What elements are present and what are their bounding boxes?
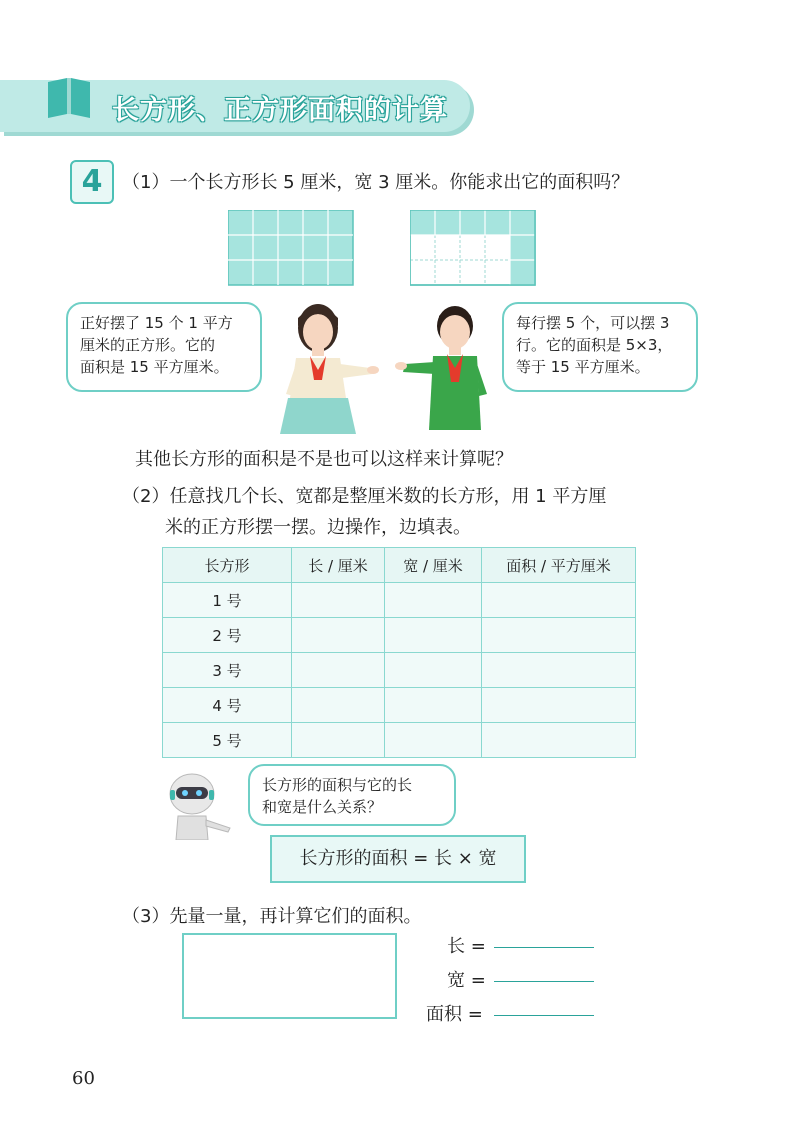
table-row xyxy=(163,653,636,688)
row-label: 2 号 xyxy=(163,618,292,653)
measure-rectangle xyxy=(182,933,397,1019)
bubble-line: 长方形的面积与它的长 xyxy=(262,776,413,794)
row-label: 4 号 xyxy=(163,688,292,723)
page-title: 长方形、正方形面积的计算 xyxy=(112,95,448,126)
partial-grid xyxy=(410,210,536,290)
bubble-line: 等于 15 平方厘米。 xyxy=(516,358,650,376)
blank-cell[interactable] xyxy=(385,688,482,723)
robot-illustration xyxy=(160,770,240,840)
blank-cell[interactable] xyxy=(385,723,482,758)
blank-cell[interactable] xyxy=(482,583,636,618)
part2-line2: 米的正方形摆一摆。边操作，边填表。 xyxy=(165,517,471,538)
area-formula: 长方形的面积 = 长 × 宽 xyxy=(270,835,526,883)
full-grid-svg xyxy=(228,210,354,286)
row-label: 3 号 xyxy=(163,653,292,688)
book-icon xyxy=(46,74,92,118)
fill-in-table xyxy=(162,547,636,758)
row-label: 1 号 xyxy=(163,583,292,618)
part3-text: （3）先量一量，再计算它们的面积。 xyxy=(122,906,422,927)
header-cell: 面积 / 平方厘米 xyxy=(482,548,636,583)
robot-speech-bubble xyxy=(248,764,456,826)
blank-cell[interactable] xyxy=(482,618,636,653)
bubble-line: 行。它的面积是 5×3， xyxy=(516,336,673,354)
bubble-line: 和宽是什么关系？ xyxy=(262,798,383,816)
problem-number: 4 xyxy=(70,160,114,204)
bubble-line: 每行摆 5 个，可以摆 3 xyxy=(516,314,670,332)
girl-illustration xyxy=(270,298,380,438)
blank-cell[interactable] xyxy=(385,583,482,618)
width-blank[interactable] xyxy=(494,981,594,982)
blank-cell[interactable] xyxy=(482,688,636,723)
header-cell: 长 / 厘米 xyxy=(292,548,385,583)
blank-cell[interactable] xyxy=(292,618,385,653)
bubble-line: 厘米的正方形。它的 xyxy=(80,336,216,354)
table-row xyxy=(163,723,636,758)
blank-cell[interactable] xyxy=(385,618,482,653)
header-cell: 长方形 xyxy=(163,548,292,583)
length-blank[interactable] xyxy=(494,947,594,948)
area-blank[interactable] xyxy=(494,1015,594,1016)
part2-line1: （2）任意找几个长、宽都是整厘米数的长方形，用 1 平方厘 xyxy=(122,486,607,507)
blank-cell[interactable] xyxy=(292,723,385,758)
part1-text: （1）一个长方形长 5 厘米，宽 3 厘米。你能求出它的面积吗？ xyxy=(122,172,630,193)
table-row xyxy=(163,618,636,653)
question-text: 其他长方形的面积是不是也可以这样来计算呢？ xyxy=(135,449,513,470)
table-header-row xyxy=(163,548,636,583)
boy-speech-bubble xyxy=(502,302,698,392)
boy-illustration xyxy=(395,298,505,438)
blank-cell[interactable] xyxy=(292,653,385,688)
area-label: 面积 = xyxy=(426,1004,483,1025)
blank-cell[interactable] xyxy=(292,688,385,723)
page-number: 60 xyxy=(72,1068,95,1089)
partial-grid-svg xyxy=(410,210,536,286)
girl-speech-bubble xyxy=(66,302,262,392)
blank-cell[interactable] xyxy=(482,723,636,758)
blank-cell[interactable] xyxy=(292,583,385,618)
table-row xyxy=(163,583,636,618)
blank-cell[interactable] xyxy=(482,653,636,688)
full-grid xyxy=(228,210,354,290)
blank-cell[interactable] xyxy=(385,653,482,688)
bubble-line: 面积是 15 平方厘米。 xyxy=(80,358,229,376)
header-cell: 宽 / 厘米 xyxy=(385,548,482,583)
bubble-line: 正好摆了 15 个 1 平方 xyxy=(80,314,233,332)
row-label: 5 号 xyxy=(163,723,292,758)
table-row xyxy=(163,688,636,723)
length-label: 长 = xyxy=(447,936,486,957)
width-label: 宽 = xyxy=(447,970,486,991)
